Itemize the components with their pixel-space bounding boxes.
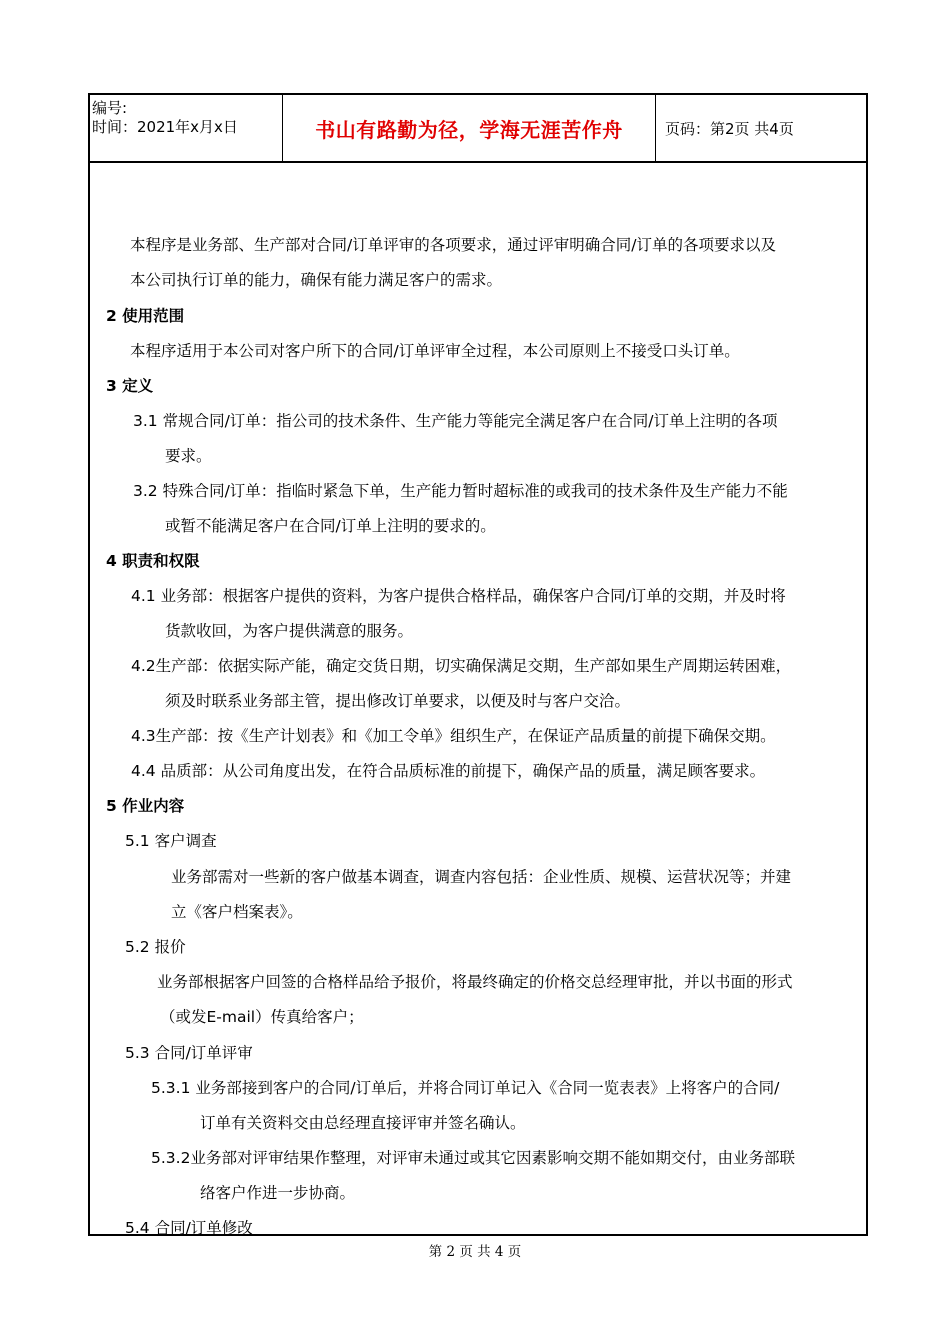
responsibility-4-4-line: 4.4 品质部：从公司角度出发，在符合品质标准的前提下，确保产品的质量，满足顾客要求。 [131,762,766,780]
responsibility-4-3-line: 4.3生产部：按《生产计划表》和《加工令单》组织生产，在保证产品质量的前提下确保交期。 [131,727,776,745]
purpose-paragraph-line: 本公司执行订单的能力，确保有能力满足客户的需求。 [130,271,503,289]
subsection-5-2-title: 5.2 报价 [125,938,186,956]
header-meta-cell [90,95,283,161]
section-heading-operations: 5 作业内容 [106,797,185,815]
subsection-5-3-2-line: 络客户作进一步协商。 [200,1184,356,1202]
responsibility-4-1-line: 4.1 业务部：根据客户提供的资料，为客户提供合格样品，确保客户合同/订单的交期，并及时将 [131,587,786,605]
subsection-5-1-line: 业务部需对一些新的客户做基本调查，调查内容包括：企业性质、规模、运营状况等；并建 [171,868,792,886]
section-heading-definitions: 3 定义 [106,377,154,395]
responsibility-4-2-line: 4.2生产部：依据实际产能，确定交货日期，切实确保满足交期，生产部如果生产周期运转困难， [131,657,792,675]
definition-3-2-line: 或暂不能满足客户在合同/订单上注明的要求的。 [165,517,496,535]
responsibility-4-1-line: 货款收回，为客户提供满意的服务。 [165,622,414,640]
subsection-5-3-title: 5.3 合同/订单评审 [125,1044,253,1062]
subsection-5-4-title: 5.4 合同/订单修改 [125,1219,253,1237]
subsection-5-3-2-line: 5.3.2业务部对评审结果作整理，对评审未通过或其它因素影响交期不能如期交付，由业务部联 [151,1149,795,1167]
subsection-5-2-line: （或发E-mail）传真给客户； [160,1008,364,1026]
header-table [88,93,868,163]
scope-paragraph: 本程序适用于本公司对客户所下的合同/订单评审全过程，本公司原则上不接受口头订单。 [130,342,740,360]
subsection-5-2-line: 业务部根据客户回签的合格样品给予报价，将最终确定的价格交总经理审批，并以书面的形式 [157,973,793,991]
section-heading-responsibilities: 4 职责和权限 [106,552,200,570]
page-footer: 第 2 页 共 4 页 [428,1244,522,1260]
subsection-5-3-1-line: 订单有关资料交由总经理直接评审并签名确认。 [200,1114,526,1132]
purpose-paragraph-line: 本程序是业务部、生产部对合同/订单评审的各项要求，通过评审明确合同/订单的各项要求以及 [130,236,776,254]
subsection-5-1-title: 5.1 客户调查 [125,832,217,850]
document-number-label: 编号: [92,99,128,117]
definition-3-2-line: 3.2 特殊合同/订单：指临时紧急下单，生产能力暂时超标准的或我司的技术条件及生产能力不能 [133,482,788,500]
subsection-5-1-line: 立《客户档案表》。 [171,903,303,921]
document-time-label: 时间：2021年x月x日 [92,118,238,136]
subsection-5-3-1-line: 5.3.1 业务部接到客户的合同/订单后，并将合同订单记入《合同一览表表》上将客户的合同/ [151,1079,780,1097]
responsibility-4-2-line: 须及时联系业务部主管，提出修改订单要求，以便及时与客户交洽。 [165,692,631,710]
header-motto: 书山有路勤为径，学海无涯苦作舟 [283,95,656,161]
header-page-info: 页码：第2页 共4页 [665,119,794,138]
definition-3-1-line: 要求。 [165,447,212,465]
definition-3-1-line: 3.1 常规合同/订单：指公司的技术条件、生产能力等能完全满足客户在合同/订单上注明的各项 [133,412,778,430]
section-heading-scope: 2 使用范围 [106,307,185,325]
